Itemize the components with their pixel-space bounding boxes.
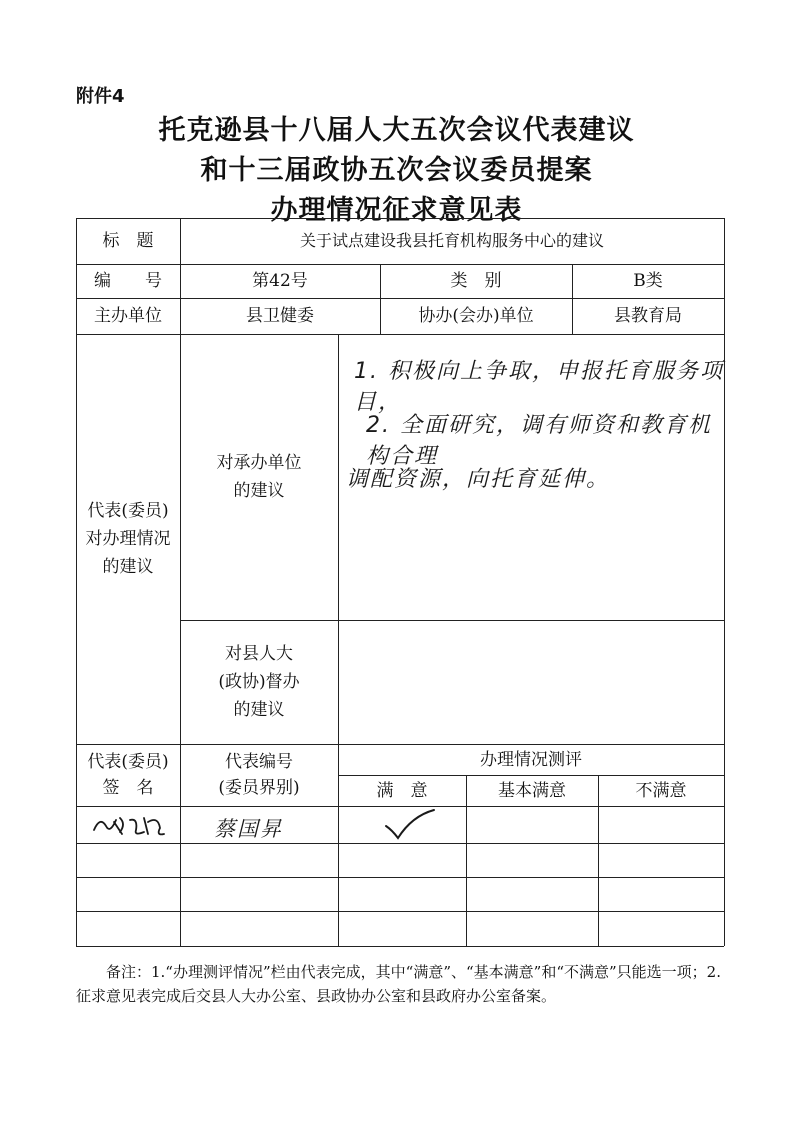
suggestion-group-label-line: 的建议 — [102, 557, 154, 577]
eval-option-basically-satisfied: 基本满意 — [498, 780, 566, 801]
signature-label-line: 代表(委员) — [87, 752, 169, 772]
category-value: B类 — [633, 271, 663, 291]
title-value: 关于试点建设我县托育机构服务中心的建议 — [299, 231, 604, 250]
to-unit-label-line: 对承办单位 — [216, 453, 302, 473]
opinion-form-table — [76, 218, 724, 946]
handwritten-line-3: 调配资源，向托育延伸。 — [346, 467, 611, 492]
to-unit-label — [180, 334, 338, 620]
rep-number-label-line: (委员界别) — [218, 778, 300, 798]
to-supervisor-value[interactable] — [338, 620, 724, 744]
row-divider — [76, 806, 724, 807]
signature-label — [76, 744, 180, 806]
to-supervisor-label-line: 对县人大 — [225, 644, 293, 664]
to-supervisor-label — [180, 620, 338, 744]
to-unit-label-line: 的建议 — [233, 481, 285, 501]
title-label: 标 题 — [102, 231, 154, 251]
evaluation-header: 办理情况测评 — [480, 749, 582, 770]
title-line-3: 办理情况征求意见表 — [270, 195, 523, 226]
row-divider — [76, 843, 724, 844]
handwritten-line-2: 2. 全面研究，调有师资和教育机构合理 — [366, 413, 712, 469]
category-label: 类 别 — [450, 271, 502, 291]
number-value: 第42号 — [252, 271, 308, 291]
title-line-2: 和十三届政协五次会议委员提案 — [200, 155, 593, 186]
to-supervisor-label-line: (政协)督办 — [218, 672, 300, 692]
suggestion-group-label-line: 代表(委员) — [87, 501, 169, 521]
rep-number-label-line: 代表编号 — [225, 752, 293, 772]
checkmark-icon — [382, 808, 438, 842]
rep-number-label — [180, 744, 338, 806]
host-unit-value: 县卫健委 — [246, 306, 314, 326]
title-line-1: 托克逊县十八届人大五次会议代表建议 — [158, 115, 635, 146]
co-unit-label: 协办(会办)单位 — [418, 306, 534, 326]
footnote: 备注：1.“办理测评情况”栏由代表完成，其中“满意”、“基本满意”和“不满意”只能选一项；2.征求意见表完成后交县人大办公室、县政协办公室和县政府办公室备案。 — [76, 963, 721, 1005]
suggestion-group-label-line: 对办理情况 — [85, 529, 171, 549]
host-unit-label: 主办单位 — [94, 306, 162, 326]
suggestion-group-label — [76, 334, 180, 744]
attachment-label: 附件4 — [76, 86, 125, 107]
handwritten-line-1: 1. 积极向上争取，申报托育服务项目， — [354, 359, 724, 415]
to-supervisor-label-line: 的建议 — [233, 700, 285, 720]
rep-number-row-1: 蔡国昇 — [214, 817, 283, 841]
row-divider — [76, 877, 724, 878]
table-border-right — [724, 218, 725, 946]
row-divider — [76, 911, 724, 912]
table-border-bottom — [76, 946, 724, 947]
number-label: 编 号 — [94, 271, 162, 291]
signature-label-line: 签 名 — [102, 778, 154, 798]
co-unit-value: 县教育局 — [614, 306, 682, 326]
eval-option-unsatisfied: 不满意 — [635, 780, 687, 801]
representative-signature — [90, 812, 170, 840]
eval-option-satisfied: 满 意 — [376, 780, 428, 801]
